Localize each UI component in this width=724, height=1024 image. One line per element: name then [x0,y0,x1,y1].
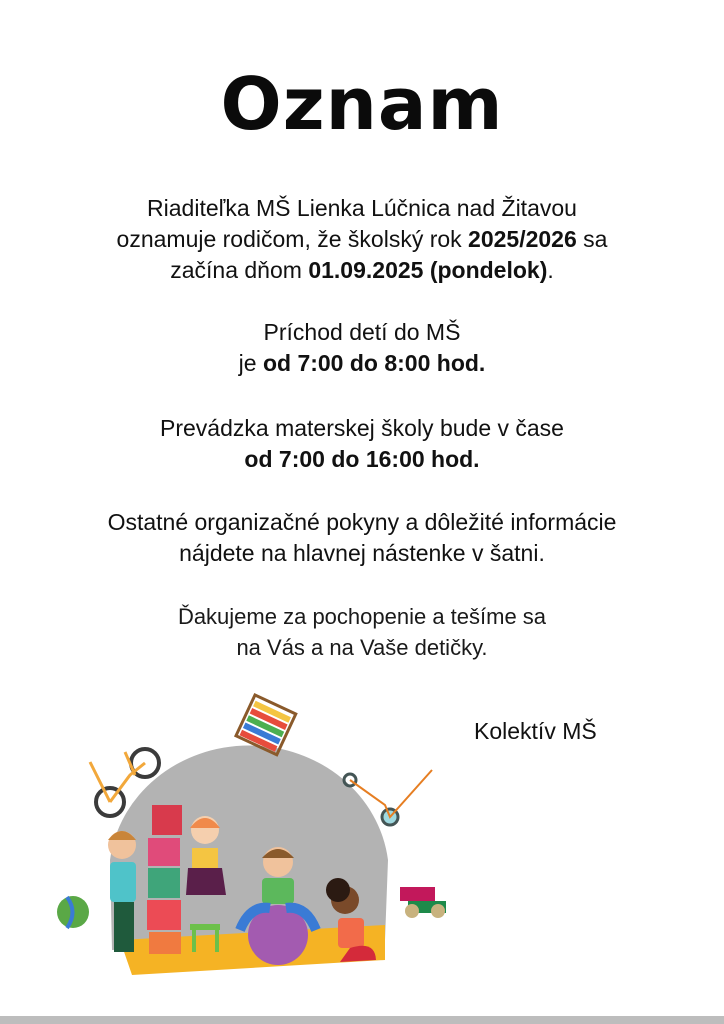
thanks-paragraph [0,601,724,663]
info-paragraph [0,507,724,569]
intro-line-1: Riaditeľka MŠ Lienka Lúčnica nad Žitavou [147,195,577,221]
info-line-1: Ostatné organizačné pokyny a dôležité informácie [107,509,617,535]
arrival-line-1: Príchod detí do MŠ [263,319,461,345]
intro-line-3: začína dňom 01.09.2025 (pondelok). [170,257,554,283]
intro-paragraph [0,193,724,286]
operation-line-2: od 7:00 do 16:00 hod. [244,446,480,472]
signature: Kolektív MŠ [474,718,597,744]
page-title: Oznam [220,62,504,146]
info-line-2: nájdete na hlavnej nástenke v šatni. [179,540,545,566]
bottom-border [0,1016,724,1024]
intro-line-2: oznamuje rodičom, že školský rok 2025/2026 sa [116,226,608,252]
thanks-line-1: Ďakujeme za pochopenie a tešíme sa [177,604,547,629]
arrival-line-2: je od 7:00 do 8:00 hod. [238,350,486,376]
arrival-paragraph [0,317,724,379]
operation-line-1: Prevádzka materskej školy bude v čase [160,415,564,441]
operation-paragraph [0,413,724,475]
children-playing-illustration-icon [40,690,460,990]
thanks-line-2: na Vás a na Vaše detičky. [236,635,488,660]
